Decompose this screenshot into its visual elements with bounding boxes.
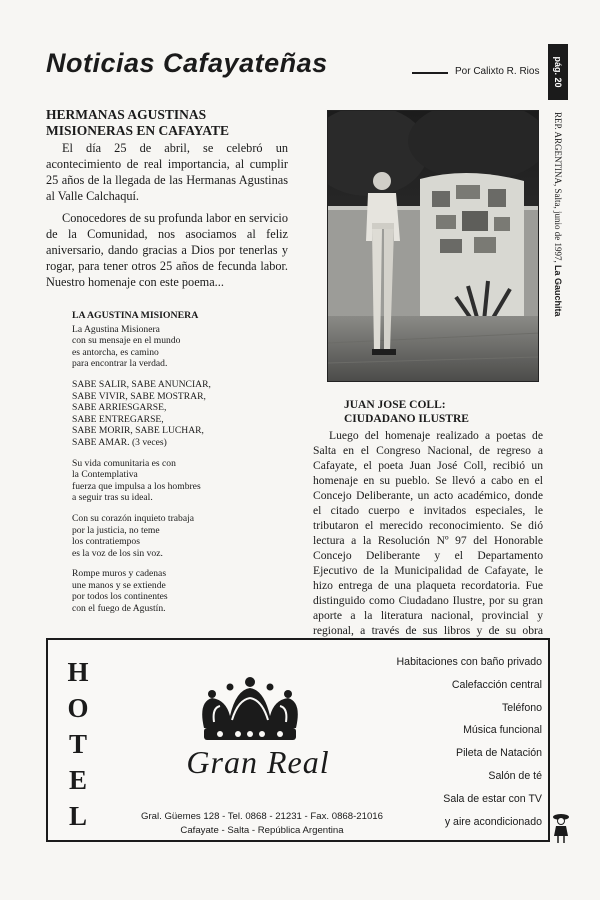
poem-line: con el fuego de Agustín.: [72, 603, 166, 615]
poem-stanza: [72, 513, 282, 559]
poem-line: con su mensaje en el mundo: [72, 335, 181, 347]
page-number-badge: [548, 44, 568, 100]
hotel-service-item: Salón de té: [488, 769, 542, 782]
hotel-service-item: Teléfono: [501, 701, 542, 714]
article-title-line: CIUDADANO ILUSTRE: [344, 413, 469, 425]
article-body-coll: Luego del homenaje realizado a poetas de Salta en el Congreso Nacional, de regreso a Cafayate, el poeta Juan José Coll, recibió un homenaje en su pueblo. Se llevó a cabo en el Concejo Deliberante, un acto académico, donde el citado cuerpo e invitados especiales, le tributaron el merecido reconocimiento. Se dió lectura a la Resolución Nº 97 del Honorable Concejo Deliberante y el Departamento Ejecutivo de la Municipalidad de Cafayate, le hizo entrega de una plaqueta recordatoria. Fue distinguido como Ciudadano Ilustre, por su gran aporte a la literatura nacional, provincial y regional, a través de sus libros y de su obra: [313, 429, 543, 637]
crown-icon: [190, 672, 310, 744]
hotel-contact-block: [112, 810, 412, 838]
hotel-city: Cafayate - Salta - República Argentina: [180, 825, 344, 836]
poem-line: es antorcha, es camino: [72, 346, 159, 358]
photo-image: [328, 111, 539, 382]
hotel-letter: O: [67, 693, 89, 723]
side-strip-caption: [553, 112, 563, 317]
hotel-service-item: Música funcional: [463, 724, 542, 737]
photo-juan-jose-coll: [327, 110, 539, 382]
hotel-letter: H: [67, 657, 89, 687]
side-strip-brand: La Gauchita: [553, 265, 563, 317]
poem-line: SABE AMAR. (3 veces): [72, 436, 167, 448]
hotel-letter: T: [68, 729, 87, 759]
byline: Por Calixto R. Rios: [455, 66, 540, 77]
poem-line: SABE VIVIR, SABE MOSTRAR,: [72, 390, 206, 402]
poem-title: LA AGUSTINA MISIONERA: [72, 310, 199, 321]
poem-line: SABE SALIR, SABE ANUNCIAR,: [72, 378, 211, 390]
article-title-line: JUAN JOSE COLL:: [344, 399, 446, 411]
hotel-services-list: [380, 651, 542, 833]
poem-line: SABE MORIR, SABE LUCHAR,: [72, 425, 204, 437]
poem-line: une manos y se extiende: [72, 579, 166, 591]
side-strip-date: REP. ARGENTINA, Salta, junio de 1997,: [553, 112, 563, 263]
poem-stanza: [72, 458, 282, 504]
poem-line: por la justicia, no teme: [72, 524, 160, 536]
poem-line: La Agustina Misionera: [72, 323, 160, 335]
gauchita-mascot-icon: [552, 812, 570, 844]
article-paragraph: El día 25 de abril, se celebró un acontecimiento de real importancia, al cumplir 25 años de la llegada de las Hermanas Agustinas al Valle Calchaquí.: [46, 141, 288, 203]
article-title-agustinas: HERMANAS AGUSTINAS MISIONERAS EN CAFAYATE: [46, 107, 230, 138]
poem-line: es la voz de los sin voz.: [72, 547, 163, 559]
poem-line: SABE ARRIESGARSE,: [72, 402, 167, 414]
hotel-address: Gral. Güemes 128 - Tel. 0868 - 21231 - Fax. 0868-21016: [141, 811, 383, 822]
poem-line: Rompe muros y cadenas: [72, 568, 167, 580]
hotel-letter: E: [68, 765, 87, 795]
hotel-service-item: Habitaciones con baño privado: [396, 656, 542, 668]
poem-block: [72, 310, 282, 624]
poem-line: los contratiempos: [72, 536, 140, 548]
hotel-service-item: y aire acondicionado: [444, 815, 542, 828]
poem-line: la Contemplativa: [72, 469, 138, 481]
poem-stanza: [72, 324, 282, 370]
poem-line: Con su corazón inquieto trabaja: [72, 512, 195, 524]
poem-line: por todos los continentes: [72, 591, 168, 603]
hotel-service-item: Sala de estar con TV: [443, 792, 542, 805]
poem-line: para encontrar la verdad.: [72, 358, 168, 370]
poem-stanza: [72, 379, 282, 449]
poem-line: a seguir tras su ideal.: [72, 492, 153, 504]
header-rule: [412, 72, 448, 74]
hotel-service-item: Pileta de Natación: [456, 747, 542, 760]
page-number: pág. 20: [553, 56, 563, 88]
hotel-letter: L: [68, 801, 87, 831]
article-title-coll: [344, 398, 544, 426]
poem-line: Su vida comunitaria es con: [72, 457, 176, 469]
article-body-agustinas: [46, 140, 288, 296]
poem-stanza: [72, 568, 282, 614]
hotel-brand-name: Gran Real: [186, 744, 330, 780]
hotel-service-item: Calefacción central: [451, 678, 542, 691]
article-paragraph: Conocedores de su profunda labor en servicio de la Comunidad, nos asociamos al feliz aniversario, dando gracias a Dios por tenerlas y rogar, para tener otros 25 años de fecunda labor. Nuestro homenaje con este poema...: [46, 211, 288, 289]
poem-line: SABE ENTREGARSE,: [72, 413, 164, 425]
masthead-title: Noticias Cafayateñas: [46, 48, 328, 78]
poem-line: fuerza que impulsa a los hombres: [72, 480, 201, 492]
hotel-vertical-word: [64, 654, 92, 834]
